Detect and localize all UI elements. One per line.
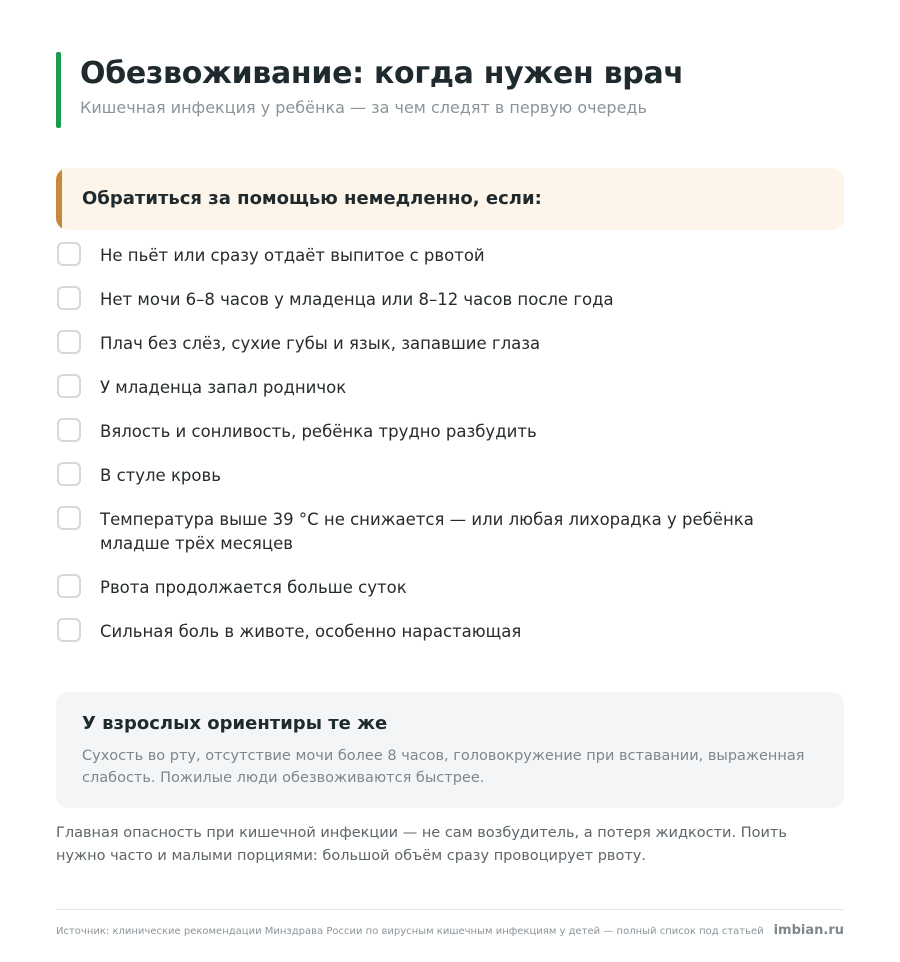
checklist-item-text: Температура выше 39 °C не снижается — или любая лихорадка у ребёнка младше трёх месяцев [100, 510, 754, 553]
page [56, 0, 844, 962]
checkbox[interactable] [57, 418, 81, 442]
checkbox[interactable] [57, 374, 81, 398]
adults-callout-text: Сухость во рту, отсутствие мочи более 8 часов, головокружение при вставании, выраженная слабость. Пожилые люди обезвоживаются быстрее. [82, 748, 805, 786]
checklist-item-text: Плач без слёз, сухие губы и язык, запавшие глаза [100, 334, 541, 353]
adults-callout-title: У взрослых ориентиры те же [82, 713, 388, 734]
checklist-item-text: Рвота продолжается больше суток [100, 578, 407, 597]
checkbox[interactable] [57, 242, 81, 266]
urgent-callout-title: Обратиться за помощью немедленно, если: [82, 188, 542, 209]
checklist-item-text: В стуле кровь [100, 466, 221, 485]
checkbox[interactable] [57, 462, 81, 486]
urgent-accent-bar [56, 168, 62, 230]
checklist-item-text: Не пьёт или сразу отдаёт выпитое с рвотой [100, 246, 485, 265]
footer-source: Источник: клинические рекомендации Минздрава России по вирусным кишечным инфекциям у детей — полный список под статьей [56, 926, 764, 937]
checkbox[interactable] [57, 330, 81, 354]
checklist-item-text: Нет мочи 6–8 часов у младенца или 8–12 часов после года [100, 290, 614, 309]
page-subtitle: Кишечная инфекция у ребёнка — за чем следят в первую очередь [80, 98, 647, 117]
checklist-item-text: Вялость и сонливость, ребёнка трудно разбудить [100, 422, 537, 441]
checkbox[interactable] [57, 618, 81, 642]
checklist-item-text: У младенца запал родничок [100, 378, 347, 397]
page-title: Обезвоживание: когда нужен врач [80, 56, 684, 91]
header-accent-bar [56, 52, 61, 128]
footer-divider [56, 909, 844, 910]
checkbox[interactable] [57, 506, 81, 530]
header [56, 52, 844, 128]
checkbox[interactable] [57, 574, 81, 598]
checklist-item-text: Сильная боль в животе, особенно нарастающая [100, 622, 522, 641]
adults-callout [56, 692, 844, 808]
urgent-callout [56, 168, 844, 230]
brand-logo-text[interactable]: imbian.ru [773, 923, 844, 938]
checkbox[interactable] [57, 286, 81, 310]
key-note: Главная опасность при кишечной инфекции — не сам возбудитель, а потеря жидкости. Поить нужно часто и малыми порциями: большой объём сразу провоцирует рвоту. [56, 825, 787, 864]
